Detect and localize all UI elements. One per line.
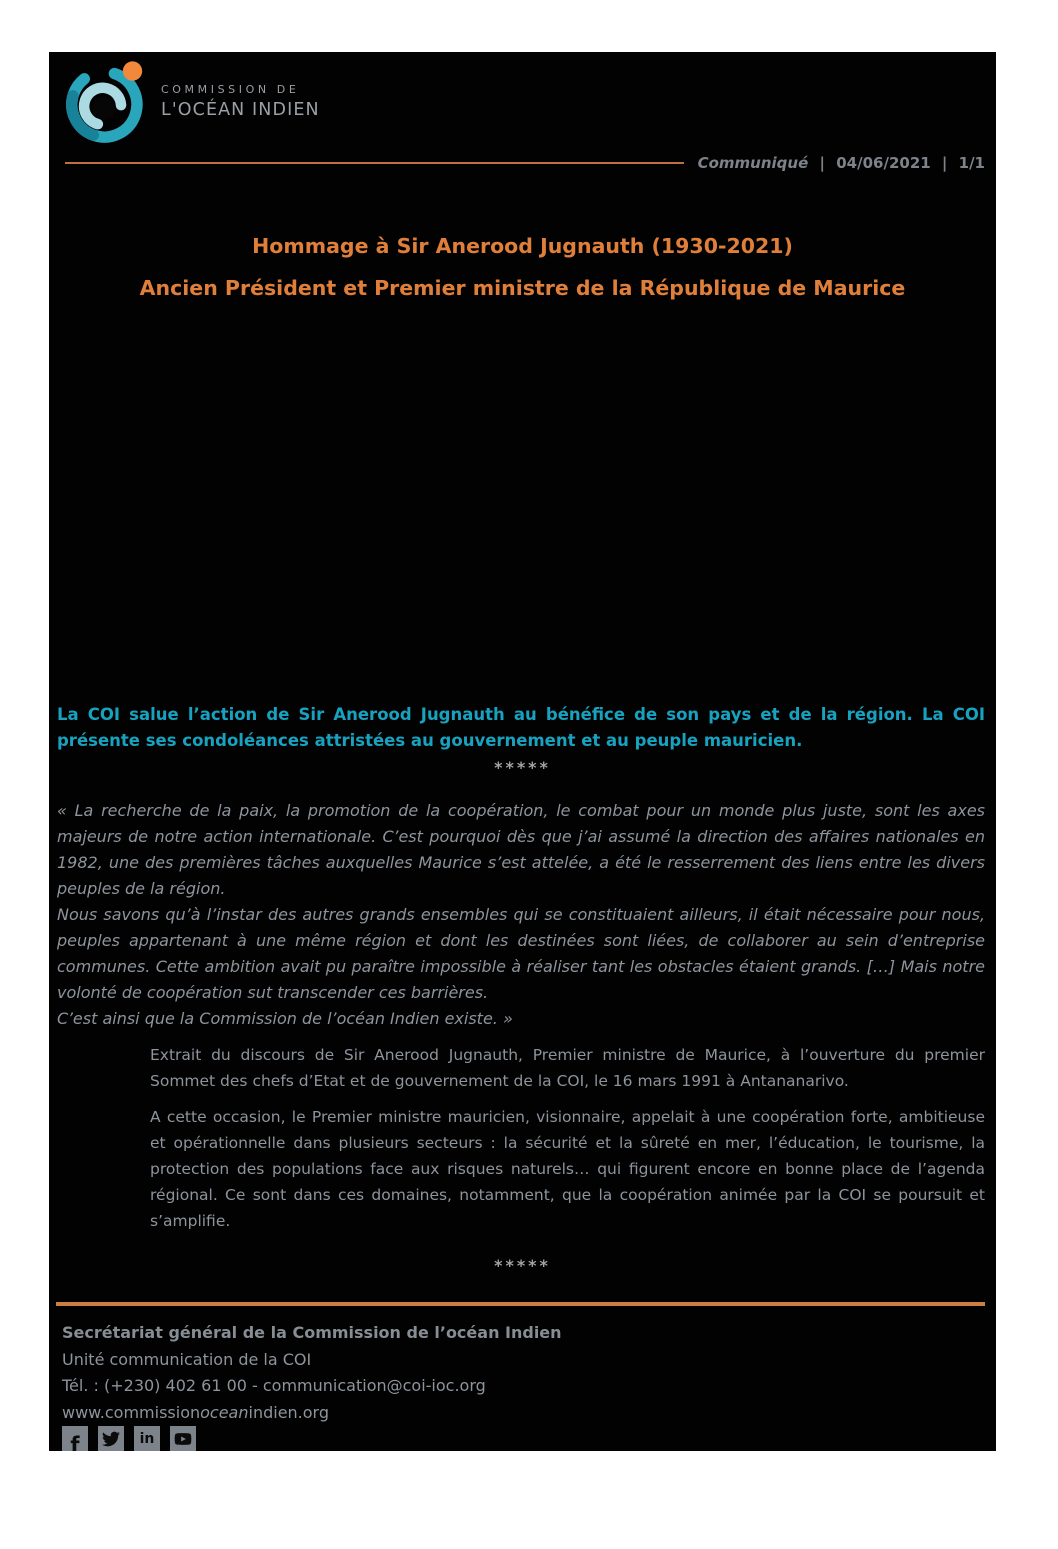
document-date: 04/06/2021 <box>836 154 931 172</box>
document-meta <box>698 154 985 172</box>
footer-website: www.commissionoceanindien.org <box>62 1402 329 1422</box>
brand-wordmark <box>161 83 320 120</box>
meta-separator: | <box>819 154 825 172</box>
footer-org-name: Secrétariat général de la Commission de l’océan Indien <box>62 1323 562 1342</box>
document-type-label: Communiqué <box>697 154 809 172</box>
social-icons-row <box>62 1426 196 1451</box>
document-page <box>49 52 996 1451</box>
youtube-icon[interactable] <box>170 1426 196 1451</box>
footer-unit: Unité communication de la COI <box>62 1349 312 1369</box>
coi-logo-icon <box>63 57 151 145</box>
facebook-icon[interactable]: f <box>62 1426 88 1451</box>
document-title-line1: Hommage à Sir Anerood Jugnauth (1930-2021) <box>252 234 793 258</box>
twitter-icon[interactable] <box>98 1426 124 1451</box>
brand-line2: L'OCÉAN INDIEN <box>161 100 320 120</box>
document-title-line2: Ancien Président et Premier ministre de la République de Maurice <box>139 276 906 300</box>
lead-paragraph: La COI salue l’action de Sir Anerood Jugnauth au bénéfice de son pays et de la région. La COI présente ses condoléances attristées au gouvernement et au peuple mauricien. <box>57 705 985 750</box>
quote-block <box>57 798 985 1032</box>
header-row <box>65 150 985 176</box>
linkedin-icon[interactable]: in <box>134 1426 160 1451</box>
header-divider-line <box>65 162 684 164</box>
page-indicator: 1/1 <box>958 154 985 172</box>
star-divider: ***** <box>494 1256 551 1275</box>
commentary-paragraph: A cette occasion, le Premier ministre mauricien, visionnaire, appelait à une coopération forte, ambitieuse et opérationnelle dans plusieurs secteurs : la sécurité et la sûreté en mer, l’éducation, le tourisme, la protection des populations face aux risques naturels… qui figurent encore en bonne place de l’agenda régional. Ce sont dans ces domaines, notamment, que la coopération animée par la COI se poursuit et s’amplifie. <box>150 1108 985 1230</box>
quote-attribution: Extrait du discours de Sir Anerood Jugnauth, Premier ministre de Maurice, à l’ouverture du premier Sommet des chefs d’Etat et de gouvernement de la COI, le 16 mars 1991 à Antananarivo. <box>150 1046 985 1090</box>
quote-paragraph-2: Nous savons qu’à l’instar des autres grands ensembles qui se constituaient ailleurs, il était nécessaire pour nous, peuples appartenant à une même région et dont les destinées sont liées, de collaborer au sein d’entreprise communes. Cette ambition avait pu paraître impossible à réaliser tant les obstacles étaient grands. […] Mais notre volonté de coopération sut transcender ces barrières. <box>57 905 985 1002</box>
footer-contact-block <box>62 1320 562 1426</box>
footer-divider-line <box>56 1302 985 1306</box>
meta-separator: | <box>941 154 948 172</box>
footer-contact-line: Tél. : (+230) 402 61 00 - communication@coi-ioc.org <box>62 1376 486 1395</box>
star-divider: ***** <box>494 758 551 777</box>
title-block <box>49 234 996 300</box>
quote-paragraph-1: « La recherche de la paix, la promotion de la coopération, le combat pour un monde plus juste, sont les axes majeurs de notre action internationale. C’est pourquoi dès que j’ai assumé la direction des affaires nationales en 1982, une des premières tâches auxquelles Maurice s’est attelée, a été le resserrement des liens entre les divers peuples de la région. <box>57 801 985 898</box>
quote-paragraph-3: C’est ainsi que la Commission de l’océan Indien existe. » <box>57 1009 513 1028</box>
brand-line1: COMMISSION DE <box>161 83 300 96</box>
